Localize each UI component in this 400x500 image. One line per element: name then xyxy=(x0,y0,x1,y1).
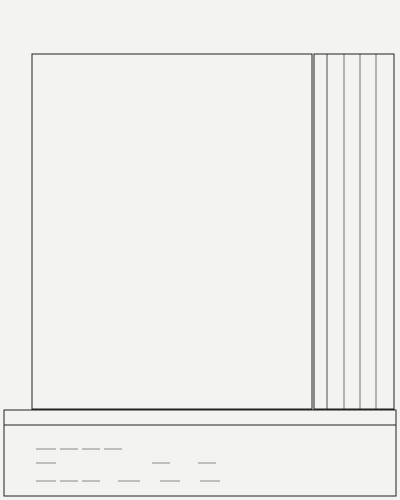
bottom-table-frame xyxy=(4,410,396,496)
k-table-frame xyxy=(314,54,394,409)
chart-frame xyxy=(32,54,312,409)
